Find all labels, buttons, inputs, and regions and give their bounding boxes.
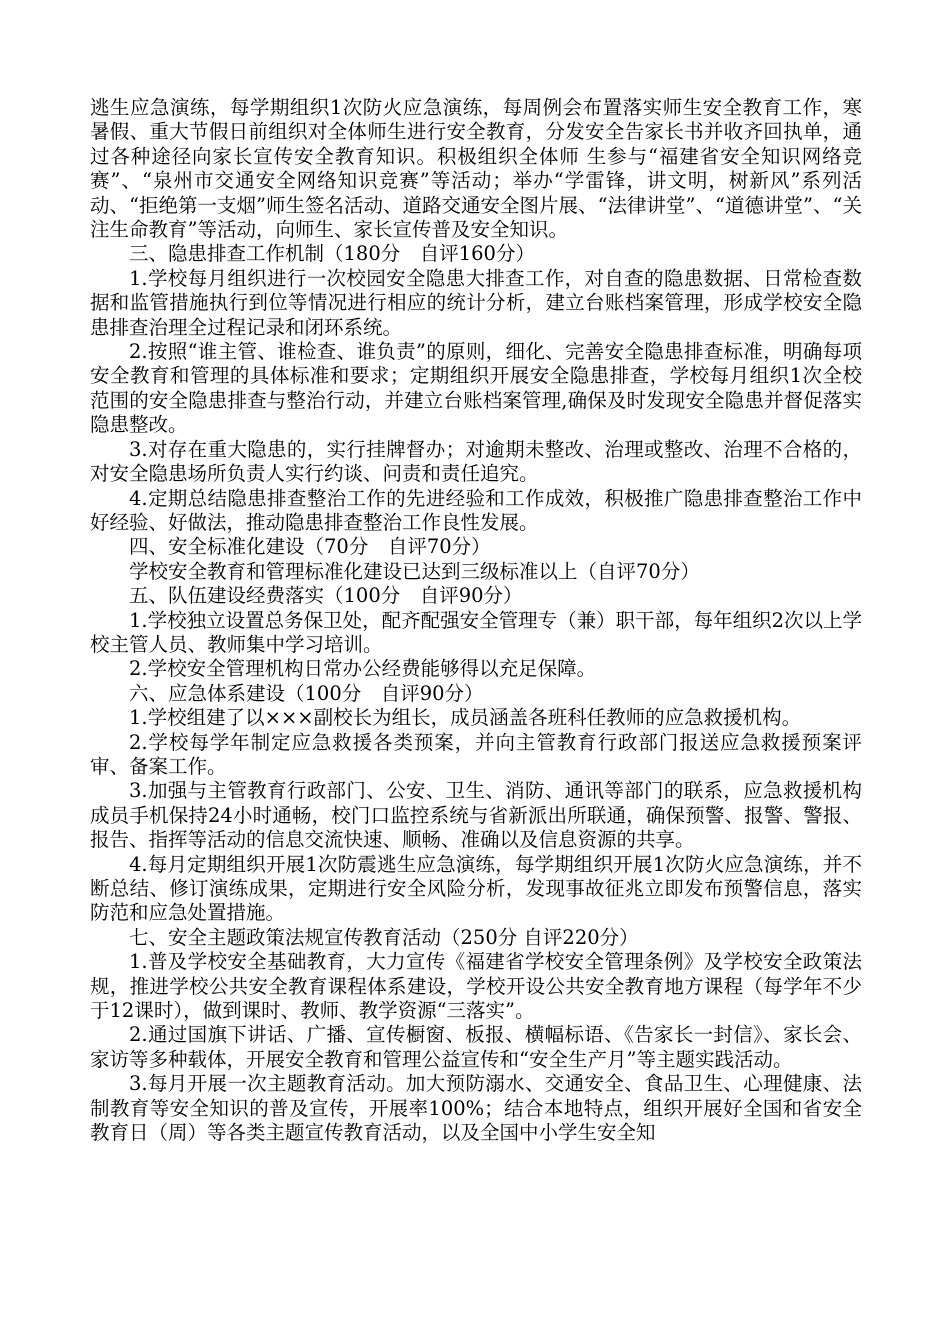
paragraph: 六、应急体系建设（100分 自评90分） (129, 681, 484, 705)
paragraph: 1.学校独立设置总务保卫处，配齐配强安全管理专（兼）职干部，每年组织2次以上学校主管人员、教师集中学习培训。 (90, 608, 863, 656)
paragraph: 逃生应急演练，每学期组织1次防火应急演练，每周例会布置落实师生安全教育工作，寒暑假、重大节假日前组织对全体师生进行安全教育，分发安全告家长书并收齐回执单，通过各种途径向家长宣传安全教育知识。积极组织全体师 生参与“福建省安全知识网络竞赛”、“泉州市交通安全网络知识竞赛”等活动；举办“学雷锋，讲文明，树新风”系列活动、“拒绝第一支烟”师生签名活动、道路交通安全图片展、“法律讲堂”、“道德讲堂”、“关注生命教育”等活动，向师生、家长宣传普及安全知识。 (90, 96, 862, 242)
paragraph: 3.对存在重大隐患的，实行挂牌督办；对逾期未整改、治理或整改、治理不合格的，对安全隐患场所负责人实行约谈、问责和责任追究。 (90, 437, 862, 486)
paragraph: 三、隐患排查工作机制（180分 自评160分） (129, 242, 535, 266)
document-body (90, 96, 862, 1145)
paragraph: 2.学校每学年制定应急救援各类预案，并向主管教育行政部门报送应急救援预案评审、备案工作。 (90, 730, 862, 778)
paragraph: 学校安全教育和管理标准化建设已达到三级标准以上（自评70分） (129, 559, 700, 583)
paragraph: 4.每月定期组织开展1次防震逃生应急演练，每学期组织开展1次防火应急演练，并不断总结、修订演练成果，定期进行安全风险分析，发现事故征兆立即发布预警信息，落实防范和应急处置措施。 (90, 852, 862, 925)
paragraph: 3.加强与主管教育行政部门、公安、卫生、消防、通讯等部门的联系，应急救援机构成员手机保持24小时通畅，校门口监控系统与省新派出所联通，确保预警、报警、警报、报告、指挥等活动的信息交流快速、顺畅、准确以及信息资源的共享。 (90, 779, 862, 852)
paragraph: 2.通过国旗下讲话、广播、宣传橱窗、板报、横幅标语、《告家长一封信》、家长会、家访等多种载体，开展安全教育和管理公益宣传和“安全生产月”等主题实践活动。 (90, 1023, 862, 1071)
paragraph: 3.每月开展一次主题教育活动。加大预防溺水、交通安全、食品卫生、心理健康、法制教育等安全知识的普及宣传，开展率100%；结合本地特点，组织开展好全国和省安全教育日（周）等各类主题宣传教育活动，以及全国中小学生安全知 (90, 1072, 862, 1145)
paragraph: 1.学校组建了以×××副校长为组长，成员涵盖各班科任教师的应急救援机构。 (129, 706, 802, 730)
paragraph: 四、安全标准化建设（70分 自评70分） (129, 535, 491, 559)
paragraph: 2.学校安全管理机构日常办公经费能够得以充足保障。 (129, 657, 597, 681)
paragraph: 五、队伍建设经费落实（100分 自评90分） (129, 584, 523, 608)
paragraph: 1.普及学校安全基础教育，大力宣传《福建省学校安全管理条例》及学校安全政策法规，推进学校公共安全教育课程体系建设，学校开设公共安全教育地方课程（每学年不少于12课时），做到课时、教师、教学资源“三落实”。 (90, 950, 862, 1023)
paragraph: 2.按照“谁主管、谁检查、谁负责”的原则，细化、完善安全隐患排查标准，明确每项安全教育和管理的具体标准和要求；定期组织开展安全隐患排查，学校每月组织1次全校范围的安全隐患排查与整治行动，并建立台账档案管理,确保及时发现安全隐患并督促落实隐患整改。 (90, 340, 862, 437)
paragraph: 七、安全主题政策法规宣传教育活动（250分 自评220分） (129, 925, 639, 949)
paragraph: 4.定期总结隐患排查整治工作的先进经验和工作成效，积极推广隐患排查整治工作中好经验、好做法，推动隐患排查整治工作良性发展。 (90, 486, 862, 534)
paragraph: 1.学校每月组织进行一次校园安全隐患大排查工作，对自查的隐患数据、日常检查数据和监管措施执行到位等情况进行相应的统计分析，建立台账档案管理，形成学校安全隐患排查治理全过程记录和闭环系统。 (90, 266, 862, 339)
